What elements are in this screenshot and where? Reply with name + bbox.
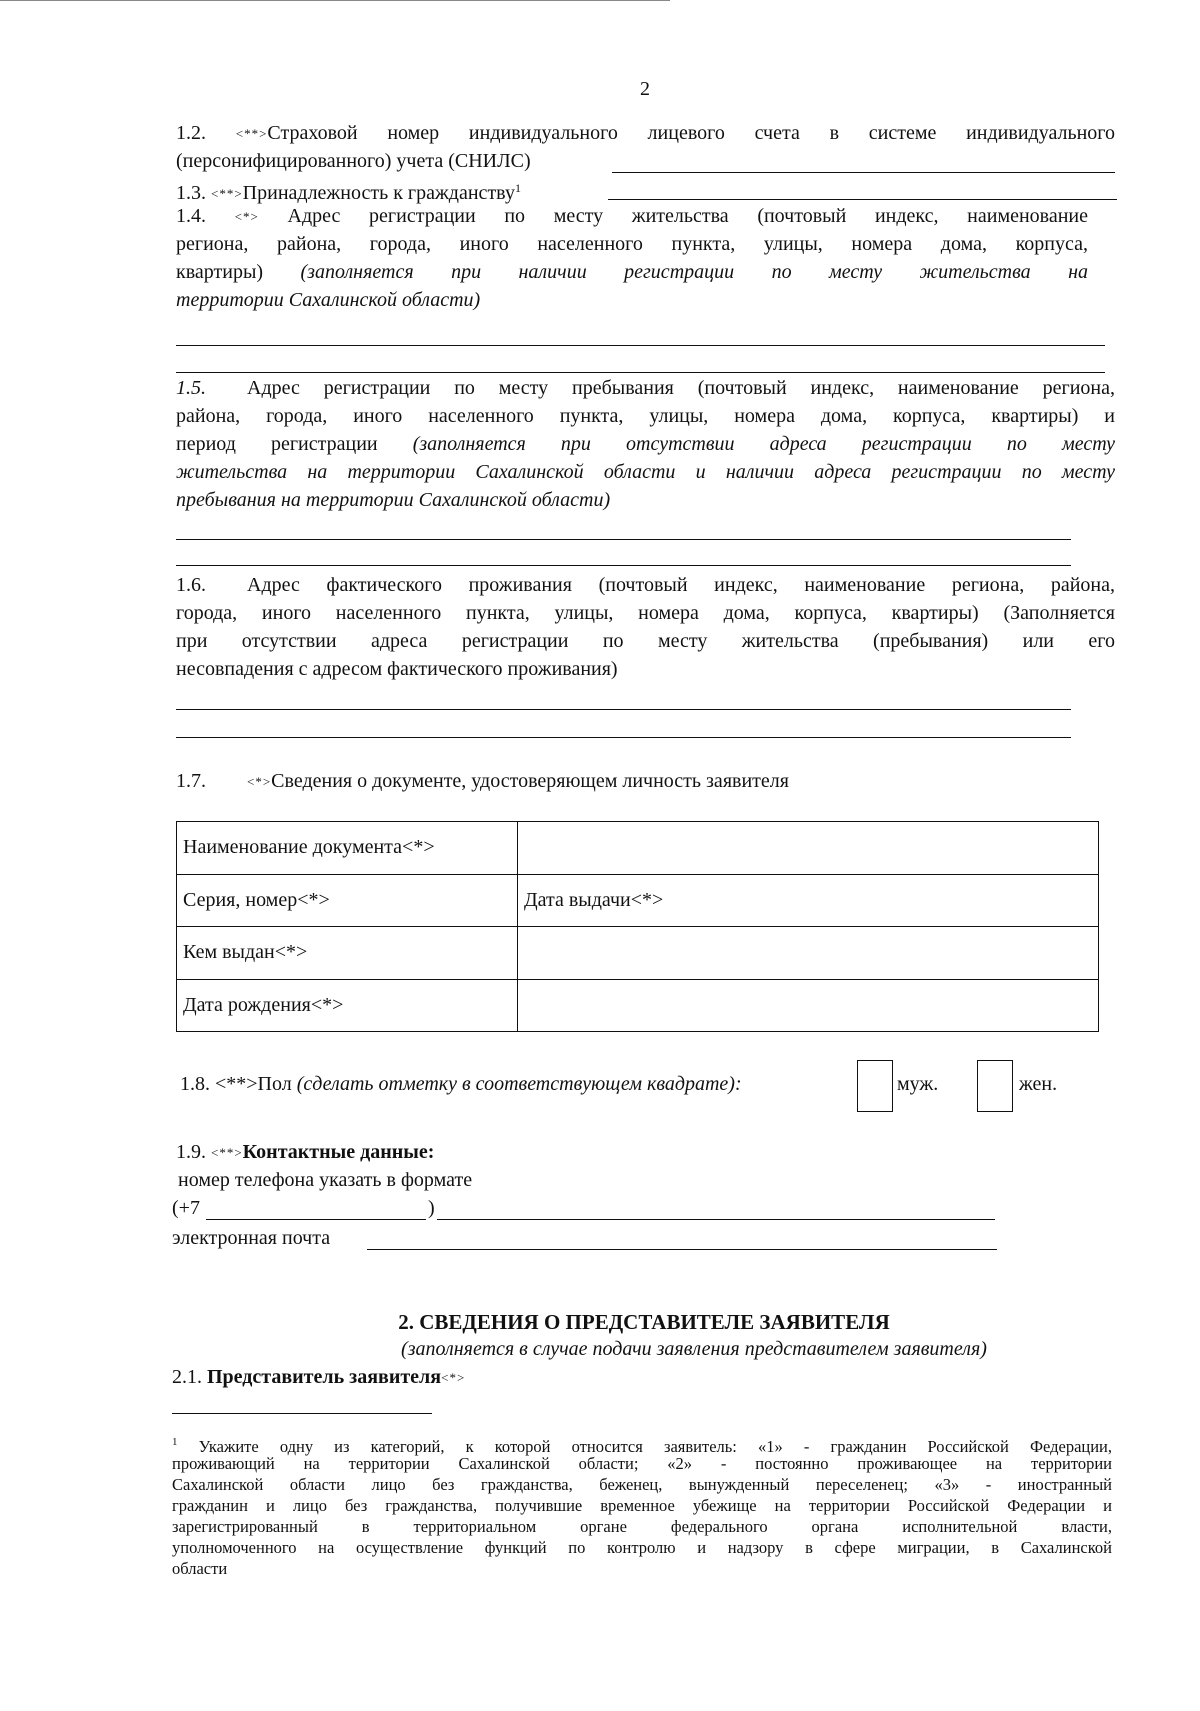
item-1-6-line4: несовпадения с адресом фактического проживания) — [176, 658, 618, 680]
item-1-2-line2: (персонифицированного) учета (СНИЛС) — [176, 150, 531, 172]
item-1-2-mark: <**> — [235, 126, 268, 141]
item-1-8-label — [180, 1071, 742, 1097]
identity-document-table — [176, 821, 1099, 1032]
item-2-1-mark: <*> — [441, 1370, 466, 1385]
birth-date-label: Дата рождения<*> — [177, 979, 518, 1032]
item-2-1-label: Представитель заявителя — [207, 1366, 442, 1388]
item-1-5-line2: района, города, иного населенного пункта, улицы, номера дома, корпуса, квартиры) и — [176, 405, 1115, 427]
item-1-5-number: 1.5. — [176, 377, 206, 399]
item-1-5-line3 — [176, 431, 1115, 457]
reg-address-input-line-1[interactable] — [176, 345, 1105, 346]
footnote-separator — [172, 1413, 432, 1414]
footnote-number: 1 — [172, 1436, 178, 1448]
item-1-7-number: 1.7. — [176, 770, 206, 792]
female-label: жен. — [1019, 1073, 1058, 1095]
footnote-text1: Укажите одну из категорий, к которой относится заявитель: «1» - гражданин Российской Федерации, — [198, 1437, 1113, 1456]
item-1-4-line3-plain: квартиры) — [176, 261, 264, 283]
footnote-ref: 1 — [514, 181, 521, 195]
item-1-5-line4: жительства на территории Сахалинской области и наличии адреса регистрации по месту — [176, 461, 1115, 483]
phone-code-input-line[interactable] — [206, 1219, 426, 1220]
page-number: 2 — [640, 78, 650, 100]
item-1-5-line1: Адрес регистрации по месту пребывания (почтовый индекс, наименование региона, — [247, 377, 1115, 399]
table-row — [177, 822, 1099, 875]
footnote-line5: зарегистрированный в территориальном органе федерального органа исполнительной власти, — [172, 1517, 1112, 1536]
citizenship-input-line[interactable] — [608, 199, 1117, 200]
email-label: электронная почта — [172, 1227, 331, 1249]
item-1-8-text: 1.8. <**>Пол — [180, 1073, 292, 1095]
female-checkbox[interactable] — [977, 1060, 1013, 1112]
series-number-field[interactable]: Серия, номер<*> — [177, 874, 518, 927]
item-1-6-line1: Адрес фактического проживания (почтовый индекс, наименование региона, района, — [247, 574, 1115, 596]
item-2-1-number: 2.1. — [172, 1366, 202, 1388]
item-1-2-line1 — [176, 120, 1115, 147]
item-2-1 — [172, 1364, 465, 1391]
item-1-6-line2: города, иного населенного пункта, улицы, номера дома, корпуса, квартиры) (Заполняется — [176, 602, 1115, 624]
item-1-4-number: 1.4. — [176, 205, 206, 227]
email-input-line[interactable] — [367, 1249, 997, 1250]
item-1-4-mark: <*> — [234, 209, 259, 224]
scan-edge-line — [0, 0, 670, 1]
item-1-5-line3-italic: (заполняется при отсутствии адреса регистрации по месту — [412, 433, 1116, 455]
item-1-4-line4: территории Сахалинской области) — [176, 289, 481, 311]
section-2-subtitle: (заполняется в случае подачи заявления представителем заявителя) — [401, 1338, 987, 1360]
issued-by-field[interactable] — [518, 927, 1099, 980]
doc-name-label: Наименование документа<*> — [177, 822, 518, 875]
birth-date-field[interactable] — [518, 979, 1099, 1032]
table-row — [177, 979, 1099, 1032]
phone-format-label: номер телефона указать в формате — [178, 1169, 473, 1191]
actual-address-input-line-2[interactable] — [176, 737, 1071, 738]
reg-address-input-line-2[interactable] — [176, 372, 1105, 373]
table-row — [177, 874, 1099, 927]
item-1-3-label: Принадлежность к гражданству — [242, 182, 515, 204]
footnote-line7: области — [172, 1559, 228, 1578]
item-1-2-text1: Страховой номер индивидуального лицевого счета в системе индивидуального — [267, 122, 1115, 144]
item-1-6-line3: при отсутствии адреса регистрации по месту жительства (пребывания) или его — [176, 630, 1115, 652]
issued-by-label: Кем выдан<*> — [177, 927, 518, 980]
item-1-5-line3-plain: период регистрации — [176, 433, 378, 455]
stay-address-input-line-2[interactable] — [176, 565, 1071, 566]
item-1-5-line5: пребывания на территории Сахалинской области) — [176, 489, 611, 511]
phone-number-input-line[interactable] — [437, 1219, 995, 1220]
item-1-9-heading: Контактные данные: — [242, 1141, 435, 1163]
item-1-3-mark: <**> — [211, 186, 243, 201]
phone-prefix: (+7 — [172, 1197, 200, 1219]
item-1-8-italic: (сделать отметку в соответствующем квадрате): — [296, 1073, 742, 1095]
item-1-7-label — [247, 768, 789, 795]
male-label: муж. — [897, 1073, 939, 1095]
item-1-9-number: 1.9. — [176, 1141, 206, 1163]
male-checkbox[interactable] — [857, 1060, 893, 1112]
item-1-9-title — [176, 1139, 434, 1166]
footnote-line3: Сахалинской области лицо без гражданства, беженец, вынужденный переселенец; «3» - иностранный — [172, 1475, 1112, 1494]
phone-close-paren: ) — [428, 1197, 435, 1219]
actual-address-input-line-1[interactable] — [176, 709, 1071, 710]
footnote-line4: гражданин и лицо без гражданства, получившие временное убежище на территории Российской Федерации и — [172, 1496, 1112, 1515]
item-1-7-mark: <*> — [247, 774, 272, 789]
item-1-6-number: 1.6. — [176, 574, 206, 596]
issue-date-field[interactable]: Дата выдачи<*> — [518, 874, 1099, 927]
item-1-4-line3-italic: (заполняется при наличии регистрации по месту жительства на — [300, 261, 1088, 283]
item-1-4-line2: региона, района, города, иного населенного пункта, улицы, номера дома, корпуса, — [176, 233, 1088, 255]
item-1-7-text: Сведения о документе, удостоверяющем личность заявителя — [271, 770, 789, 792]
snils-input-line[interactable] — [612, 172, 1115, 173]
item-1-4-line3 — [176, 259, 1088, 285]
footnote-line2: проживающий на территории Сахалинской области; «2» - постоянно проживающее на территории — [172, 1454, 1112, 1473]
section-2-title: 2. СВЕДЕНИЯ О ПРЕДСТАВИТЕЛЕ ЗАЯВИТЕЛЯ — [398, 1310, 890, 1334]
item-1-4-line1 — [176, 203, 1088, 230]
doc-name-field[interactable] — [518, 822, 1099, 875]
table-row — [177, 927, 1099, 980]
stay-address-input-line-1[interactable] — [176, 539, 1071, 540]
item-1-9-mark: <**> — [211, 1145, 243, 1160]
item-1-2-number: 1.2. — [176, 122, 206, 144]
item-1-3-number: 1.3. — [176, 182, 206, 204]
item-1-4-text1: Адрес регистрации по месту жительства (почтовый индекс, наименование — [287, 205, 1089, 227]
footnote-line6: уполномоченного на осуществление функций по контролю и надзору в сфере миграции, в Сахалинской — [172, 1538, 1112, 1557]
